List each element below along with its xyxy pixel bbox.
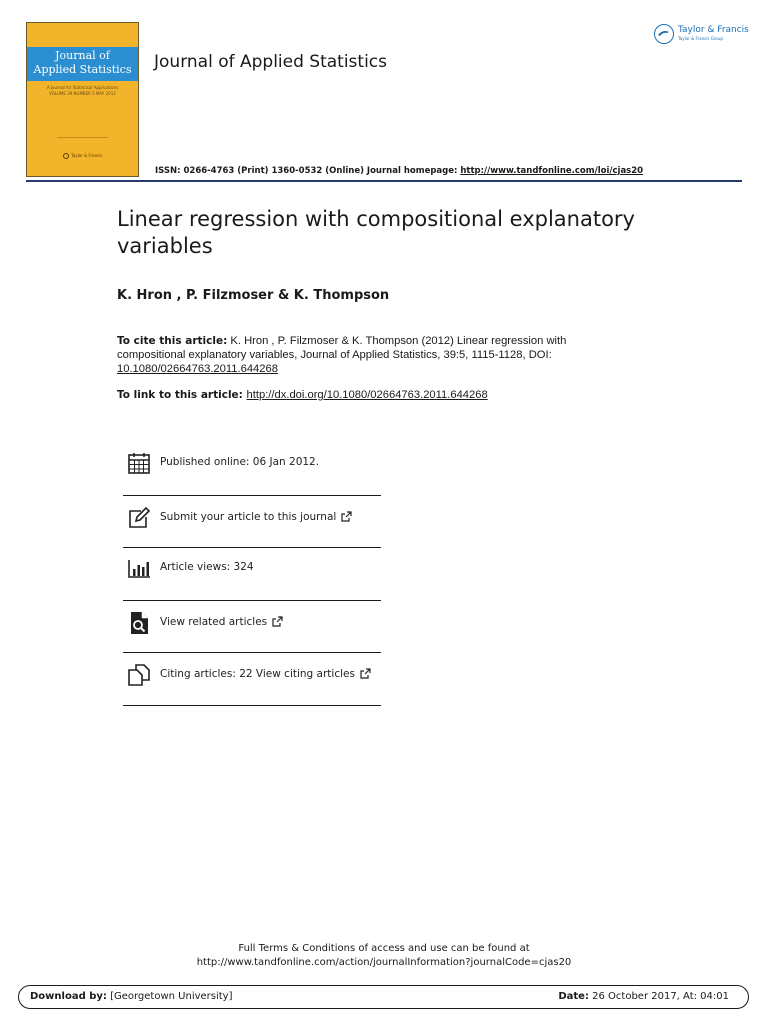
download-info-bar bbox=[18, 985, 749, 1009]
external-link-icon bbox=[341, 511, 352, 522]
submit-article-text: Submit your article to this journal bbox=[160, 511, 337, 523]
cover-subtitle-line2: VOLUME 39 NUMBER 5 MAY 2012 bbox=[49, 91, 116, 96]
citing-articles-row[interactable] bbox=[123, 655, 381, 695]
publisher-logo[interactable] bbox=[654, 22, 749, 50]
info-divider bbox=[123, 705, 381, 706]
cover-title bbox=[27, 49, 138, 77]
header-divider bbox=[26, 180, 742, 182]
cover-logo-icon bbox=[63, 153, 69, 159]
download-by-value: [Georgetown University] bbox=[106, 991, 233, 1002]
terms-link[interactable]: http://www.tandfonline.com/action/journalInformation?journalCode=cjas20 bbox=[196, 957, 572, 968]
citation-block bbox=[117, 334, 637, 376]
doi-link[interactable]: 10.1080/02664763.2011.644268 bbox=[117, 363, 278, 375]
journal-cover-image bbox=[26, 22, 139, 177]
publisher-group: Taylor & Francis Group bbox=[678, 36, 723, 41]
published-row bbox=[123, 443, 381, 483]
terms-and-conditions bbox=[0, 942, 768, 970]
submit-article-link[interactable] bbox=[160, 511, 352, 523]
download-date bbox=[558, 991, 729, 1002]
cover-divider bbox=[57, 137, 108, 138]
journal-homepage-link[interactable]: http://www.tandfonline.com/loi/cjas20 bbox=[460, 166, 644, 176]
download-by bbox=[30, 991, 233, 1002]
related-articles-text: View related articles bbox=[160, 616, 268, 628]
article-views: Article views: 324 bbox=[160, 561, 254, 573]
calendar-icon bbox=[127, 451, 151, 475]
publisher-name: Taylor & Francis bbox=[678, 25, 749, 35]
citing-articles-text: Citing articles: 22 View citing articles bbox=[160, 668, 355, 680]
article-link-label: To link to this article: bbox=[117, 389, 247, 401]
published-date: Published online: 06 Jan 2012. bbox=[160, 456, 320, 468]
article-link-url[interactable]: http://dx.doi.org/10.1080/02664763.2011.644268 bbox=[246, 389, 488, 401]
related-articles-link[interactable] bbox=[160, 616, 283, 628]
external-link-icon bbox=[272, 616, 283, 627]
article-link-line bbox=[117, 389, 488, 401]
publisher-logo-icon bbox=[654, 24, 674, 44]
download-date-label: Date: bbox=[558, 991, 589, 1002]
bar-chart-icon bbox=[127, 556, 151, 580]
citing-articles-link[interactable] bbox=[160, 668, 371, 680]
download-by-label: Download by: bbox=[30, 991, 107, 1002]
download-date-value: 26 October 2017, At: 04:01 bbox=[588, 991, 729, 1002]
issn-line bbox=[155, 166, 643, 176]
edit-icon bbox=[127, 506, 151, 530]
cover-title-line1: Journal of bbox=[55, 49, 110, 62]
external-link-icon bbox=[360, 668, 371, 679]
article-title: Linear regression with compositional explanatory variables bbox=[117, 207, 635, 258]
cover-publisher-text: Taylor & Francis bbox=[71, 153, 103, 158]
related-articles-row[interactable] bbox=[123, 603, 381, 643]
info-divider bbox=[123, 652, 381, 653]
cover-title-line2: Applied Statistics bbox=[33, 63, 132, 76]
cover-subtitle-line1: A Journal for Statistical Applications bbox=[46, 85, 119, 90]
citing-documents-icon bbox=[127, 663, 151, 687]
journal-name: Journal of Applied Statistics bbox=[154, 52, 388, 72]
article-views-row bbox=[123, 548, 381, 588]
info-divider bbox=[123, 600, 381, 601]
document-search-icon bbox=[127, 611, 151, 635]
citation-text: K. Hron , P. Filzmoser & K. Thompson (2012) Linear regression with compositional explanatory variables, Journal of Applied Statistics, 39:5, 1115-1128, DOI: bbox=[117, 335, 567, 361]
info-divider bbox=[123, 495, 381, 496]
article-authors: K. Hron , P. Filzmoser & K. Thompson bbox=[117, 288, 390, 303]
submit-article-row[interactable] bbox=[123, 498, 381, 538]
issn-text: ISSN: 0266-4763 (Print) 1360-0532 (Online) Journal homepage: bbox=[155, 166, 461, 176]
citation-label: To cite this article: bbox=[117, 335, 228, 347]
terms-text: Full Terms & Conditions of access and use can be found at bbox=[238, 943, 530, 954]
cover-subtitle bbox=[33, 85, 132, 97]
cover-publisher-logo bbox=[63, 153, 103, 159]
